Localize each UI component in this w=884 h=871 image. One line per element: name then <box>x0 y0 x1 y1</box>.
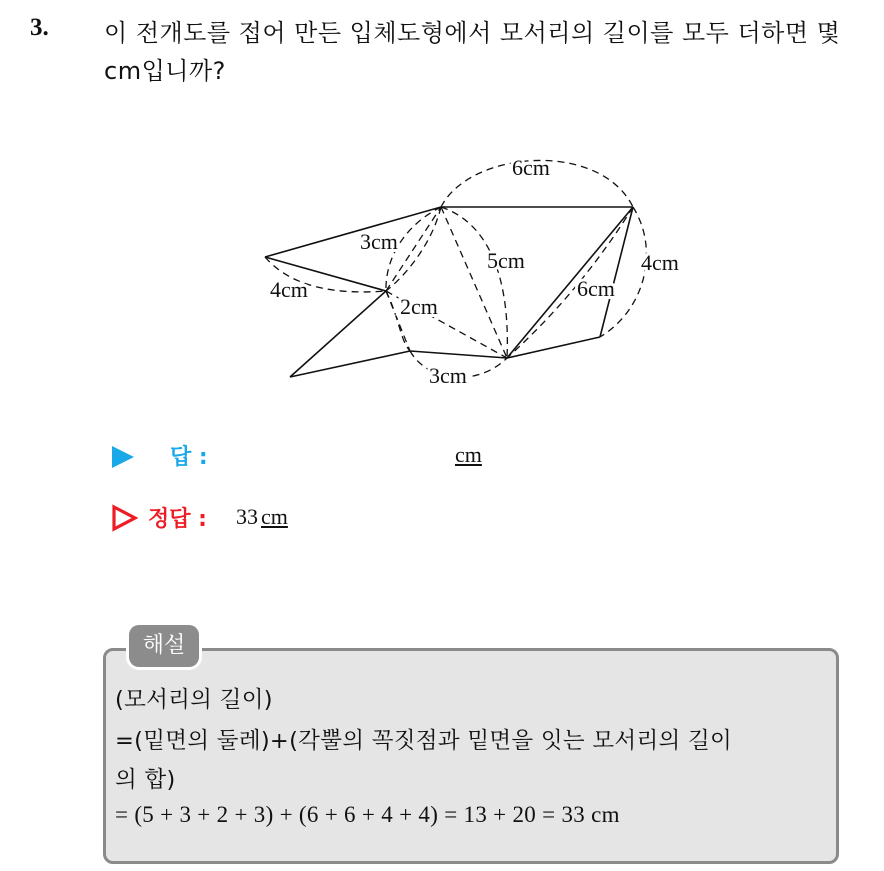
label-upper-left-3cm: 3cm <box>360 229 398 254</box>
answer-label: 답 : <box>170 445 208 470</box>
answer-unit: cm <box>455 442 482 467</box>
fold-line <box>441 207 507 358</box>
label-bottom-3cm: 3cm <box>429 363 467 388</box>
outline-triangle-icon <box>110 504 138 532</box>
label-top-6cm: 6cm <box>512 155 550 180</box>
pyramid-net-figure <box>250 145 710 395</box>
explanation-line-3: 의 합) <box>115 767 176 793</box>
explanation-tab: 해설 <box>129 625 199 667</box>
label-middle-5cm: 5cm <box>487 248 525 273</box>
correct-answer-unit: cm <box>261 504 288 529</box>
solid-edge <box>410 351 507 358</box>
solid-edge <box>265 207 441 257</box>
question-text: 이 전개도를 접어 만든 입체도형에서 모서리의 길이를 모두 더하면 몇 cm입니까? <box>104 19 841 85</box>
label-inner-right-6cm: 6cm <box>577 276 615 301</box>
correct-answer-value <box>236 504 288 530</box>
label-center-2cm: 2cm <box>400 294 438 319</box>
correct-answer-label: 정답 : <box>148 507 207 532</box>
explanation-line-2: =(밑면의 둘레)+(각뿔의 꼭짓점과 밑면을 잇는 모서리의 길이 <box>115 728 733 754</box>
correct-answer-number: 33 <box>236 504 258 529</box>
explanation-line-4: = (5 + 3 + 2 + 3) + (6 + 6 + 4 + 4) = 13 + 20 = 33 cm <box>115 802 620 827</box>
label-right-4cm: 4cm <box>641 250 679 275</box>
solid-edge <box>290 291 386 377</box>
explanation-box <box>103 648 839 864</box>
dimension-arc <box>600 207 646 337</box>
answer-row <box>108 438 608 474</box>
correct-answer-row <box>108 500 608 536</box>
label-left-4cm: 4cm <box>270 277 308 302</box>
explanation-line-1: (모서리의 길이) <box>115 687 273 713</box>
solid-edge <box>290 351 410 377</box>
play-triangle-icon <box>112 446 134 468</box>
question-number: 3. <box>30 14 49 41</box>
